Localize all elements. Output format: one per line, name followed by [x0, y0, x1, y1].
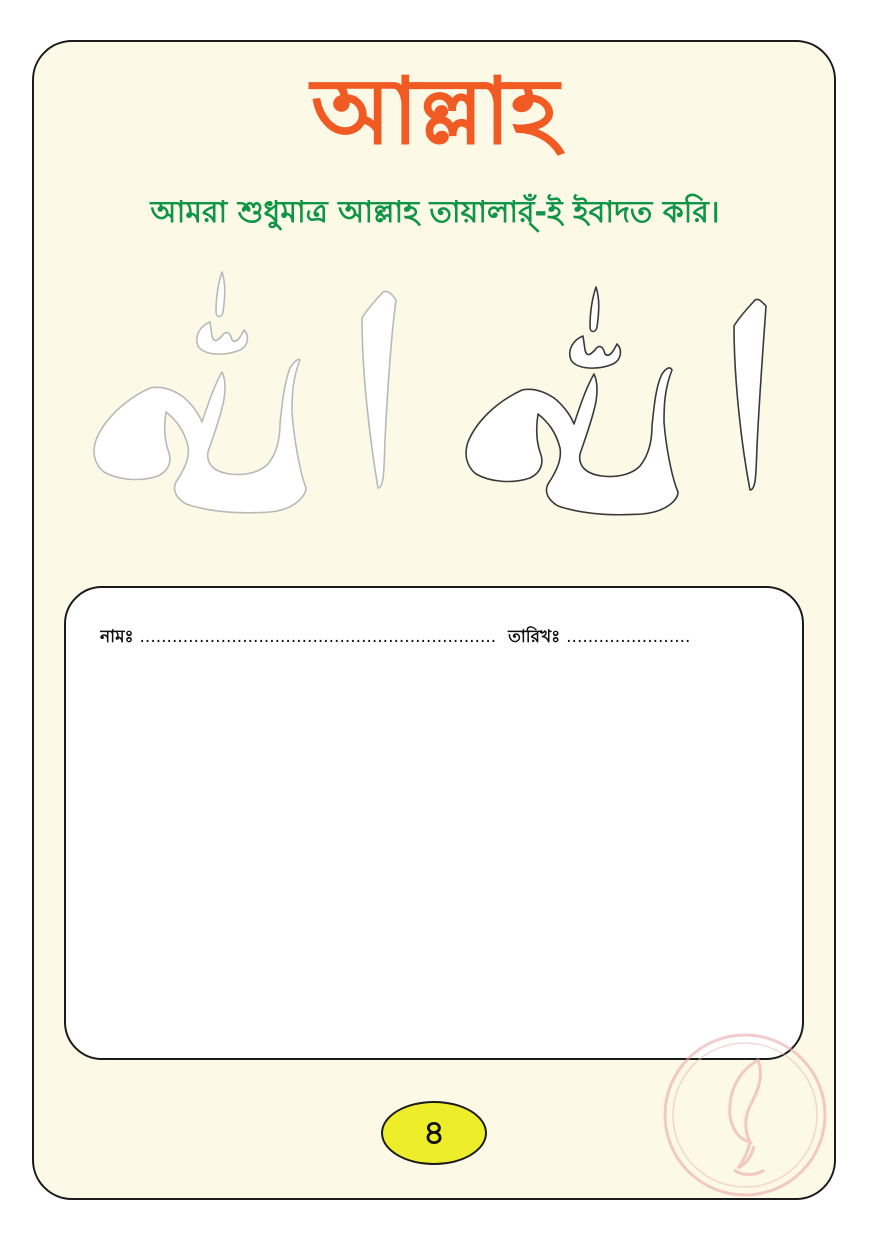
page-title: আল্লাহ	[311, 58, 559, 165]
name-label: নামঃ	[100, 627, 134, 647]
name-date-row	[100, 620, 760, 654]
page-subtitle: আমরা শুধুমাত্র আল্লাহ তায়ালার্ঁ-ই ইবাদত করি।	[150, 195, 720, 230]
date-label: তারিখঃ	[508, 627, 561, 647]
writing-area[interactable]	[64, 586, 804, 1060]
allah-calligraphy-faint-icon	[94, 272, 396, 513]
allah-calligraphy-outline-icon	[466, 287, 766, 515]
date-blank[interactable]: .......................	[566, 627, 691, 647]
allah-calligraphy-tracing	[0, 0, 870, 560]
page-number-badge: ৪	[381, 1101, 487, 1165]
quill-seal-watermark-icon	[660, 1030, 830, 1200]
name-blank[interactable]: ..................................................................	[139, 627, 497, 647]
